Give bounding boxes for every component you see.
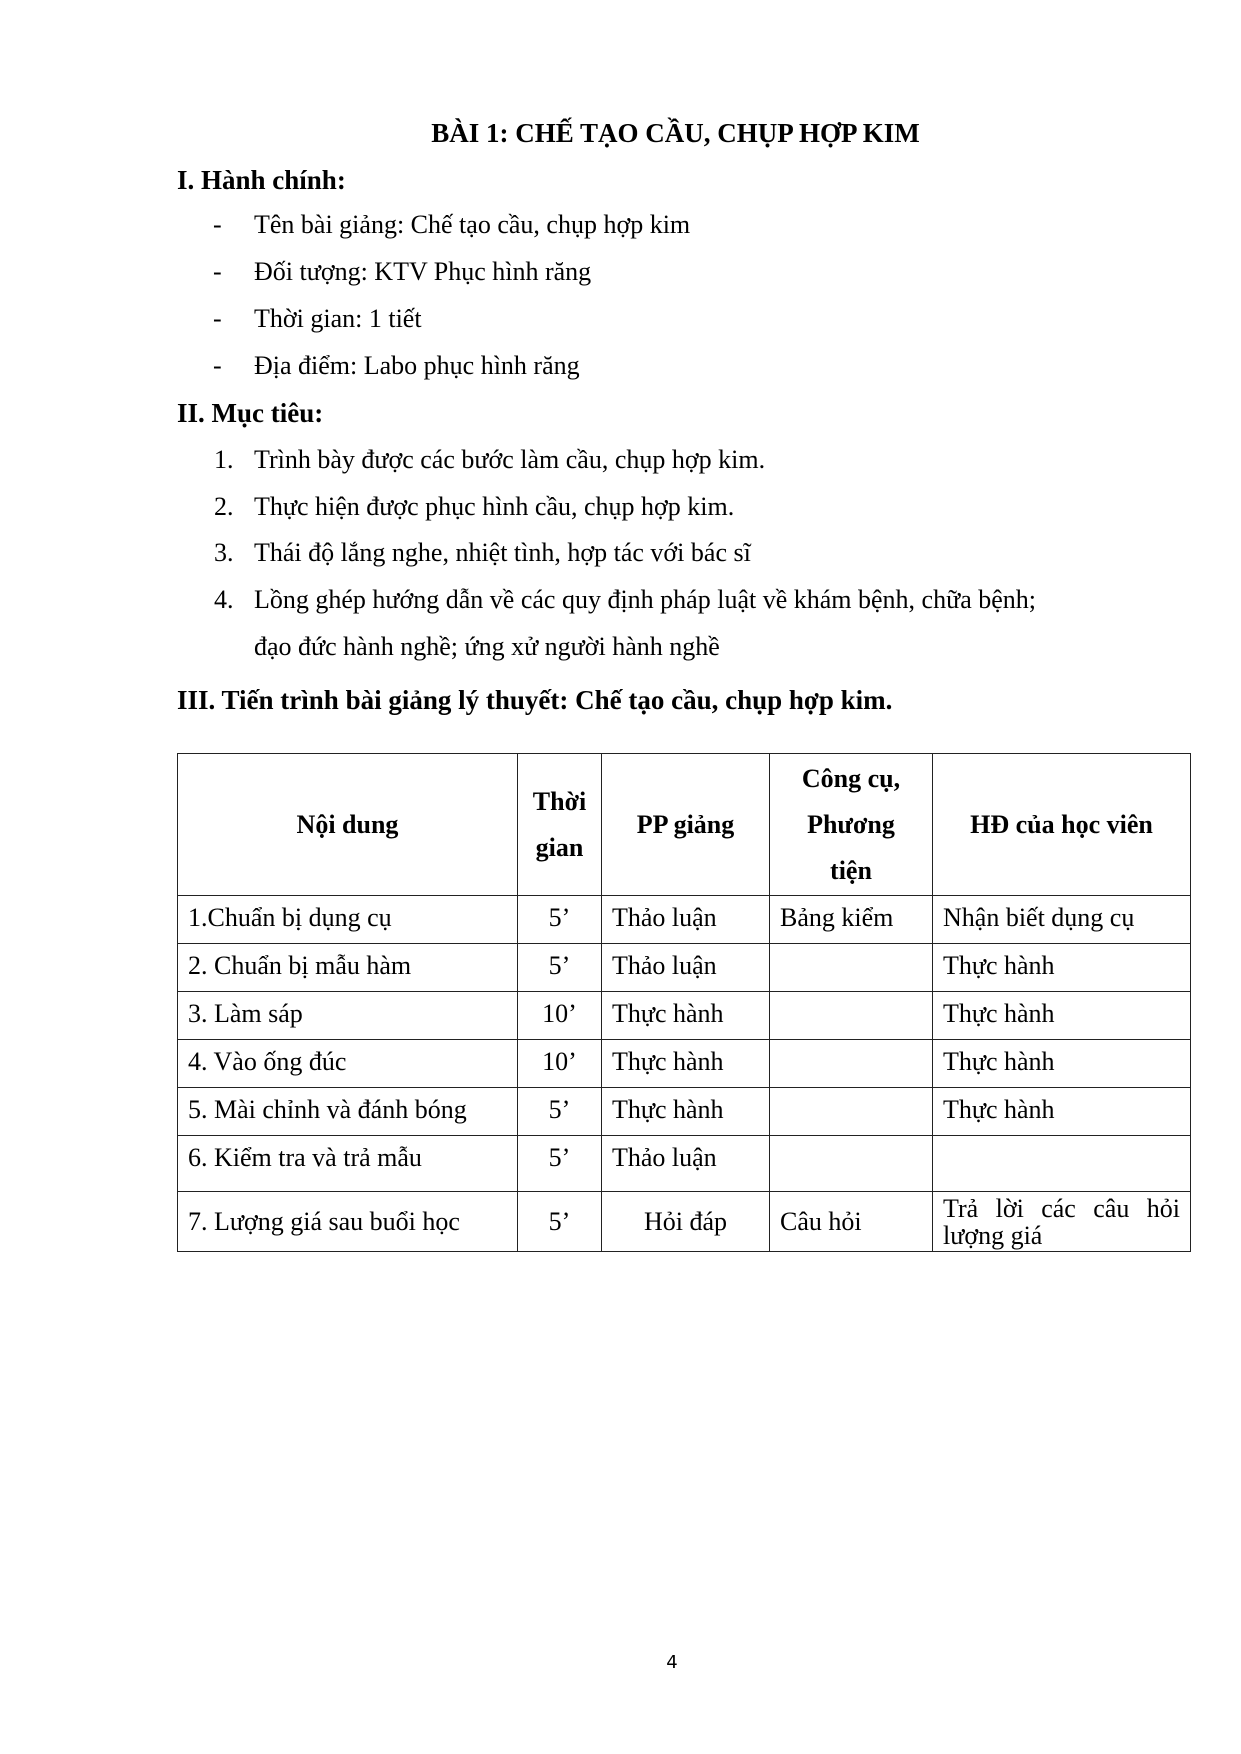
table-row [178,992,1191,1040]
table-row [178,1088,1191,1136]
table-row [178,896,1191,944]
cell-content: 5. Mài chỉnh và đánh bóng [178,1088,518,1136]
cell-method: Thảo luận [602,896,770,944]
cell-tools: Bảng kiểm [770,896,933,944]
cell-content: 4. Vào ống đúc [178,1040,518,1088]
cell-method: Thảo luận [602,944,770,992]
cell-method: Thảo luận [602,1136,770,1192]
section-3-heading: III. Tiến trình bài giảng lý thuyết: Chế tạo cầu, chụp hợp kim. [177,685,893,715]
cell-activity: Thực hành [933,1040,1191,1088]
cell-activity: Thực hành [933,1088,1191,1136]
cell-method: Thực hành [602,1040,770,1088]
header-time: Thời gian [518,754,602,896]
objective-item: 3. Thái độ lắng nghe, nhiệt tình, hợp tác với bác sĩ [214,538,751,567]
cell-tools: Câu hỏi [770,1192,933,1252]
page-number: 4 [666,1652,678,1673]
cell-tools [770,1136,933,1192]
section-1-item: - Tên bài giảng: Chế tạo cầu, chụp hợp kim [213,210,691,239]
objective-item: 2. Thực hiện được phục hình cầu, chụp hợp kim. [214,492,735,521]
objective-item: 1. Trình bày được các bước làm cầu, chụp hợp kim. [214,445,766,474]
cell-time: 10’ [518,1040,602,1088]
cell-activity: Thực hành [933,992,1191,1040]
cell-method: Thực hành [602,1088,770,1136]
cell-method: Thực hành [602,992,770,1040]
cell-tools [770,1088,933,1136]
cell-content: 1.Chuẩn bị dụng cụ [178,896,518,944]
cell-activity [933,1136,1191,1192]
header-method: PP giảng [602,754,770,896]
cell-content: 2. Chuẩn bị mẫu hàm [178,944,518,992]
section-1-item: - Địa điểm: Labo phục hình răng [213,351,580,380]
cell-tools [770,944,933,992]
cell-content: 3. Làm sáp [178,992,518,1040]
cell-tools [770,992,933,1040]
cell-method: Hỏi đáp [602,1192,770,1252]
cell-content: 6. Kiểm tra và trả mẫu [178,1136,518,1192]
section-2-heading: II. Mục tiêu: [177,398,324,428]
cell-activity: Thực hành [933,944,1191,992]
table-header-row [178,754,1191,896]
lesson-plan-table [177,753,1191,1252]
cell-time: 5’ [518,896,602,944]
cell-content: 7. Lượng giá sau buổi học [178,1192,518,1252]
cell-time: 5’ [518,1192,602,1252]
objective-item-continuation: đạo đức hành nghề; ứng xử người hành nghề [254,632,720,661]
document-title: BÀI 1: CHẾ TẠO CẦU, CHỤP HỢP KIM [431,118,920,148]
cell-time: 10’ [518,992,602,1040]
cell-tools [770,1040,933,1088]
header-tools: Công cụ, Phương tiện [770,754,933,896]
cell-time: 5’ [518,944,602,992]
table-row [178,944,1191,992]
section-1-item: - Đối tượng: KTV Phục hình răng [213,257,592,286]
objective-item: 4. Lồng ghép hướng dẫn về các quy định pháp luật về khám bệnh, chữa bệnh; [214,585,1036,614]
section-1-heading: I. Hành chính: [177,165,346,195]
cell-time: 5’ [518,1088,602,1136]
table-row [178,1192,1191,1252]
table-row [178,1040,1191,1088]
section-1-item: - Thời gian: 1 tiết [213,304,422,333]
header-content: Nội dung [178,754,518,896]
cell-activity: Trả lời các câu hỏi lượng giá [933,1192,1191,1252]
header-activity: HĐ của học viên [933,754,1191,896]
cell-time: 5’ [518,1136,602,1192]
table-row [178,1136,1191,1192]
cell-activity: Nhận biết dụng cụ [933,896,1191,944]
